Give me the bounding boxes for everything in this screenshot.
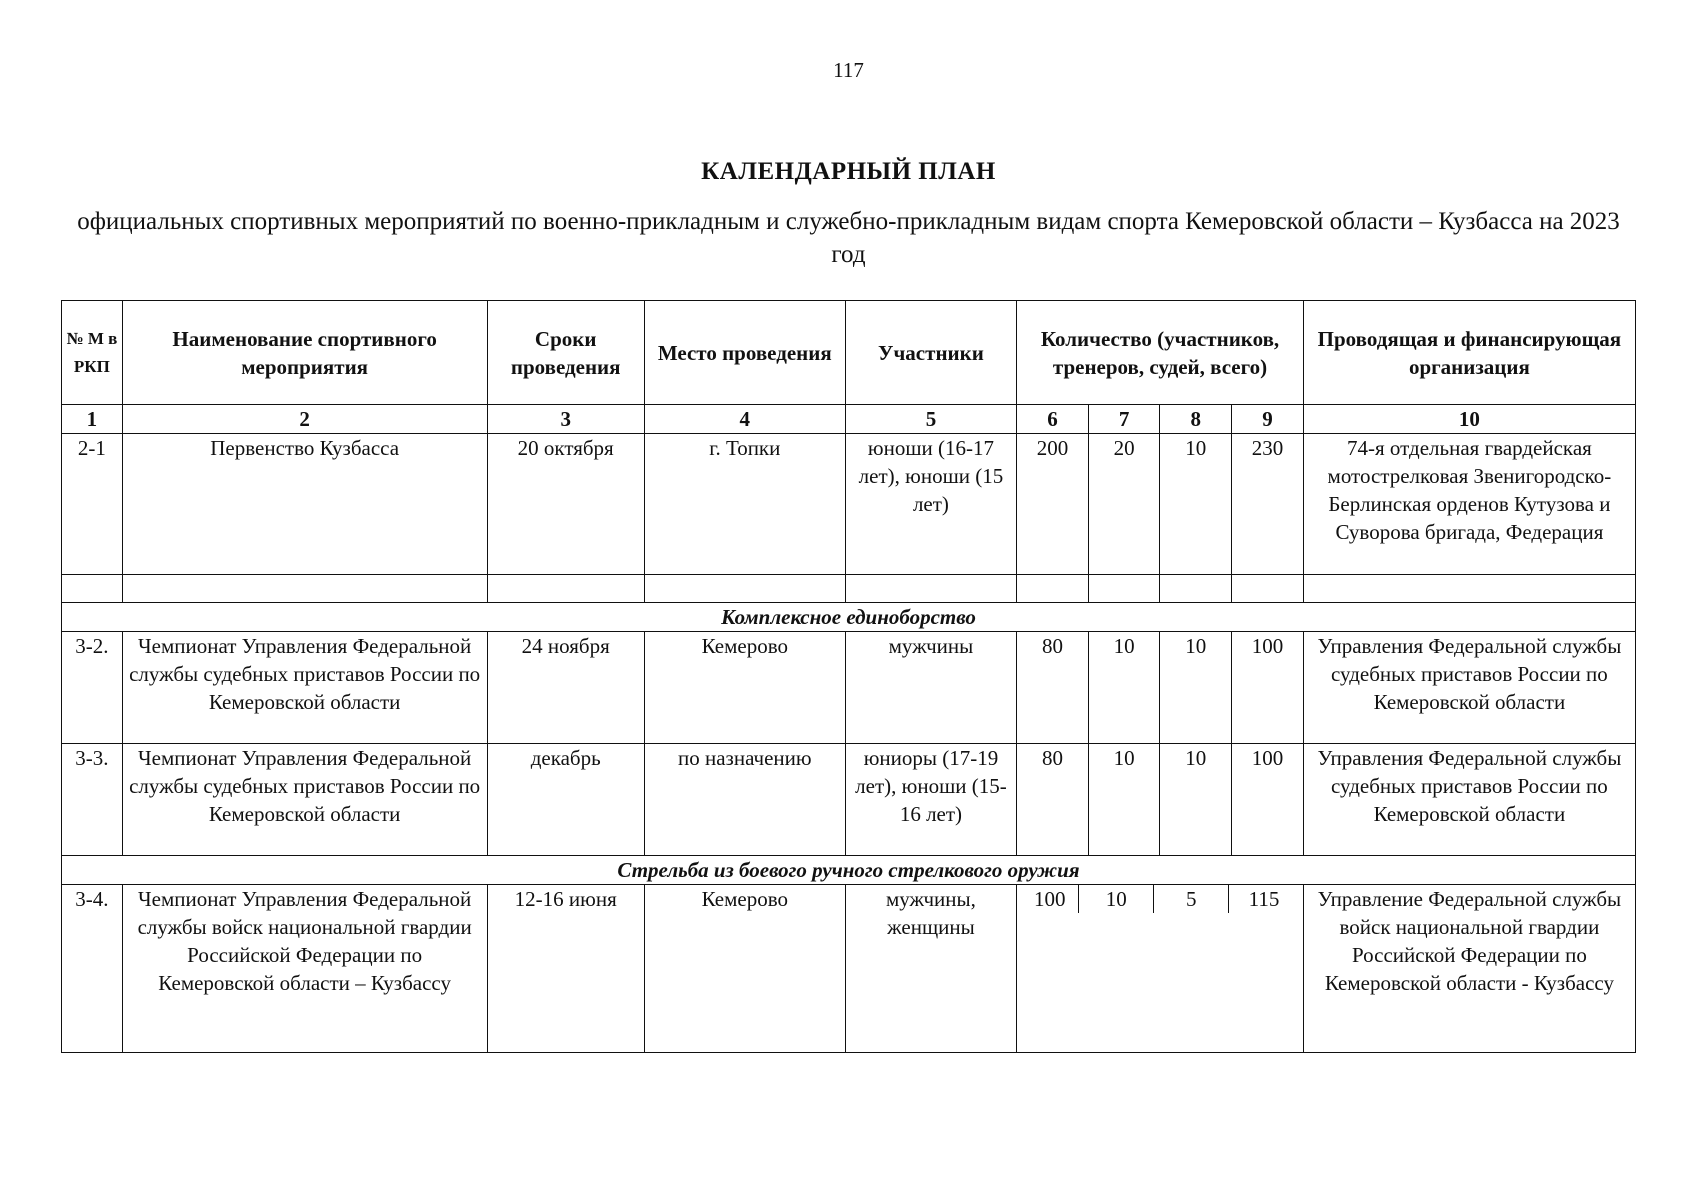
header-dates: Сроки проведения bbox=[487, 301, 644, 405]
column-number-row bbox=[62, 405, 1636, 434]
row-dates: 24 ноября bbox=[487, 632, 644, 744]
row-coaches-count: 20 bbox=[1088, 434, 1160, 575]
row-name: Чемпионат Управления Федеральной службы войск национальной гвардии Российской Федерации по Кемеровской области – Кузбассу bbox=[122, 885, 487, 1053]
row-participants: юниоры (17-19 лет), юноши (15-16 лет) bbox=[845, 744, 1017, 856]
row-num: 2-1 bbox=[62, 434, 123, 575]
row-dates: декабрь bbox=[487, 744, 644, 856]
row-coaches-count: 10 bbox=[1088, 744, 1160, 856]
table-row bbox=[62, 434, 1636, 575]
table-header-row bbox=[62, 301, 1636, 405]
section-title: Комплексное единоборство bbox=[62, 603, 1636, 632]
empty-row bbox=[62, 575, 1636, 603]
row-organization: Управления Федеральной службы судебных приставов России по Кемеровской области bbox=[1303, 744, 1635, 856]
row-place: Кемерово bbox=[644, 885, 845, 1053]
column-number: 6 bbox=[1017, 405, 1089, 434]
row-judges-count: 10 bbox=[1160, 744, 1232, 856]
row-num: 3-2. bbox=[62, 632, 123, 744]
row-participants-count: 100 bbox=[1021, 885, 1079, 913]
column-number: 1 bbox=[62, 405, 123, 434]
row-total-count: 100 bbox=[1232, 744, 1304, 856]
column-number: 7 bbox=[1088, 405, 1160, 434]
row-place: Кемерово bbox=[644, 632, 845, 744]
column-number: 8 bbox=[1160, 405, 1232, 434]
row-total-count: 115 bbox=[1248, 887, 1280, 911]
header-participants: Участники bbox=[845, 301, 1017, 405]
section-row bbox=[62, 603, 1636, 632]
table-row bbox=[62, 885, 1636, 1053]
row-coaches-count: 10 bbox=[1088, 632, 1160, 744]
row-num: 3-4. bbox=[62, 885, 123, 1053]
header-place: Место проведения bbox=[644, 301, 845, 405]
document-subtitle: официальных спортивных мероприятий по военно-прикладным и служебно-прикладным видам спорта Кемеровской области – Кузбасса на 2023 год bbox=[77, 208, 1620, 268]
header-name: Наименование спортивного мероприятия bbox=[122, 301, 487, 405]
row-total-count: 100 bbox=[1232, 632, 1304, 744]
row-participants: мужчины bbox=[845, 632, 1017, 744]
row-judges-count: 10 bbox=[1160, 434, 1232, 575]
header-quantity: Количество (участников, тренеров, судей, всего) bbox=[1017, 301, 1304, 405]
row-dates: 20 октября bbox=[487, 434, 644, 575]
section-row bbox=[62, 856, 1636, 885]
row-place: г. Топки bbox=[644, 434, 845, 575]
page-number: 117 bbox=[833, 58, 864, 82]
header-num: № М в РКП bbox=[62, 301, 123, 405]
row-participants-count: 200 bbox=[1017, 434, 1089, 575]
row-name: Первенство Кузбасса bbox=[122, 434, 487, 575]
table-row bbox=[62, 744, 1636, 856]
header-organization: Проводящая и финансирующая организация bbox=[1303, 301, 1635, 405]
row-dates: 12-16 июня bbox=[487, 885, 644, 1053]
calendar-plan-table bbox=[61, 300, 1636, 1053]
table-row bbox=[62, 632, 1636, 744]
row-organization: Управления Федеральной службы судебных приставов России по Кемеровской области bbox=[1303, 632, 1635, 744]
row-organization: Управление Федеральной службы войск национальной гвардии Российской Федерации по Кемеровской области - Кузбассу bbox=[1303, 885, 1635, 1053]
row-num: 3-3. bbox=[62, 744, 123, 856]
column-number: 5 bbox=[845, 405, 1017, 434]
column-number: 3 bbox=[487, 405, 644, 434]
row-quantity-cell bbox=[1017, 885, 1304, 1053]
document-title: КАЛЕНДАРНЫЙ ПЛАН bbox=[701, 158, 996, 185]
row-participants: мужчины, женщины bbox=[845, 885, 1017, 1053]
row-participants: юноши (16-17 лет), юноши (15 лет) bbox=[845, 434, 1017, 575]
row-coaches-count: 10 bbox=[1079, 885, 1154, 913]
row-name: Чемпионат Управления Федеральной службы судебных приставов России по Кемеровской области bbox=[122, 632, 487, 744]
row-participants-count: 80 bbox=[1017, 632, 1089, 744]
row-total-count: 230 bbox=[1232, 434, 1304, 575]
column-number: 10 bbox=[1303, 405, 1635, 434]
column-number: 9 bbox=[1232, 405, 1304, 434]
section-title: Стрельба из боевого ручного стрелкового оружия bbox=[62, 856, 1636, 885]
row-name: Чемпионат Управления Федеральной службы судебных приставов России по Кемеровской области bbox=[122, 744, 487, 856]
row-organization: 74-я отдельная гвардейская мотострелковая Звенигородско-Берлинская орденов Кутузова и Суворова бригада, Федерация bbox=[1303, 434, 1635, 575]
column-number: 4 bbox=[644, 405, 845, 434]
row-judges-count: 10 bbox=[1160, 632, 1232, 744]
row-place: по назначению bbox=[644, 744, 845, 856]
column-number: 2 bbox=[122, 405, 487, 434]
row-judges-count: 5 bbox=[1154, 885, 1229, 913]
row-participants-count: 80 bbox=[1017, 744, 1089, 856]
